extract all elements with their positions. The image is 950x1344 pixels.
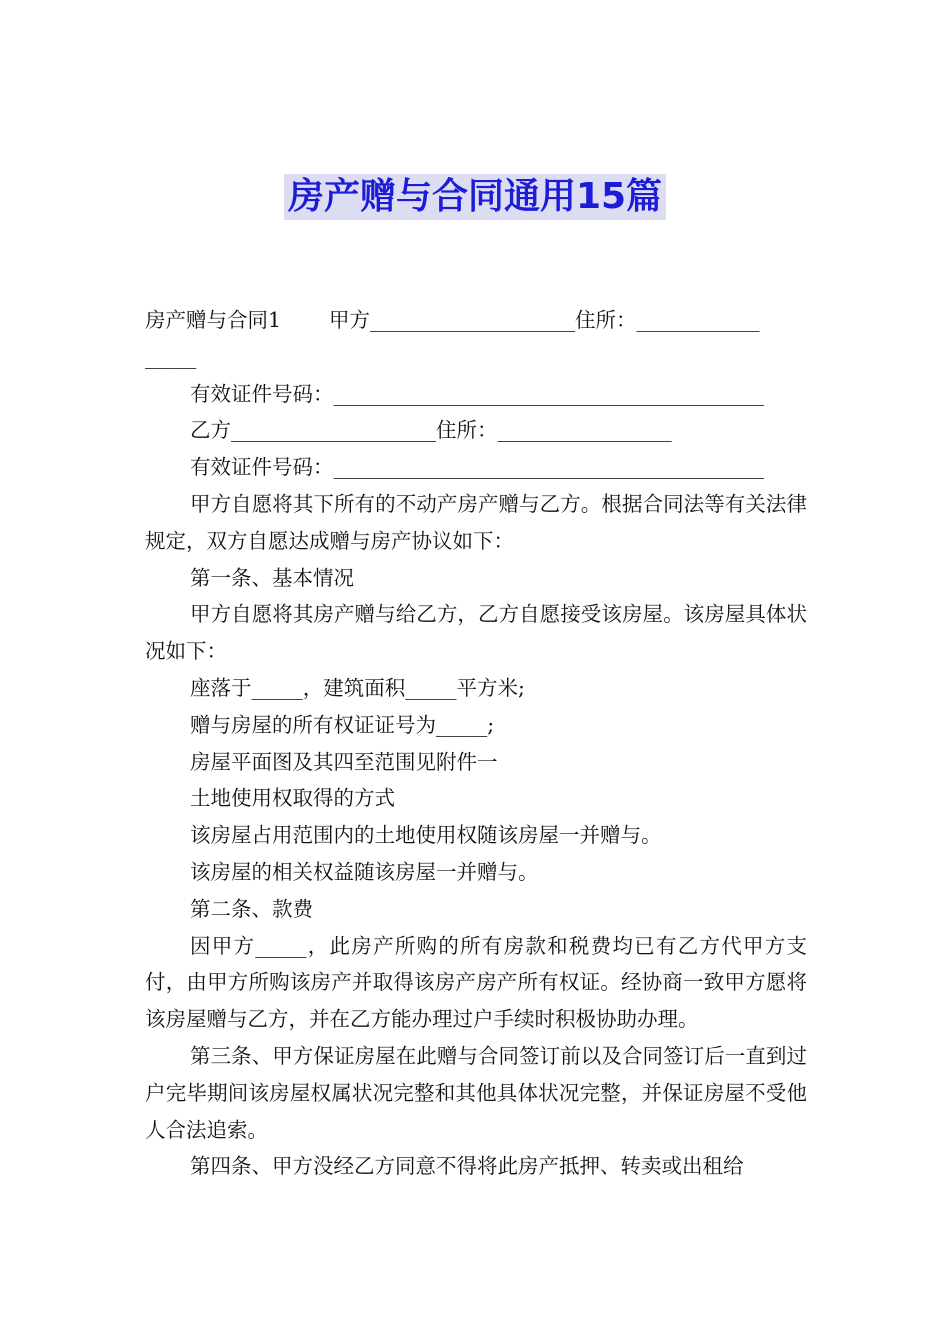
paragraph-floor-plan: 房屋平面图及其四至范围见附件一 [190, 749, 498, 774]
paragraph-article-3: 第三条、甲方保证房屋在此赠与合同签订前以及合同签订后一直到过户完毕期间该房屋权属状况完整和其他具体状况完整，并保证房屋不受他人合法追索。 [145, 1043, 807, 1142]
paragraph-rights: 该房屋的相关权益随该房屋一并赠与。 [190, 859, 539, 884]
document-title: 房产赠与合同通用15篇 [284, 174, 666, 220]
header-line [145, 302, 807, 339]
paragraph-land-use: 土地使用权取得的方式 [190, 786, 395, 811]
article-2-heading: 第二条、款费 [190, 896, 313, 921]
document-body [145, 302, 807, 1185]
paragraph-article-1: 甲方自愿将其房产赠与给乙方，乙方自愿接受该房屋。该房屋具体状况如下： [145, 602, 807, 664]
paragraph-party-b-id: 有效证件号码：__________________________________________ [190, 455, 764, 480]
title-container [0, 174, 950, 220]
article-1-heading: 第一条、基本情况 [190, 565, 354, 590]
contract-number: 房产赠与合同1 [145, 308, 282, 332]
paragraph-article-2: 因甲方_____，此房产所购的所有房款和税费均已有乙方代甲方支付，由甲方所购该房产并取得该房产房产所有权证。经协商一致甲方愿将该房屋赠与乙方，并在乙方能办理过户手续时积极协助办理。 [145, 933, 807, 1032]
party-a-line: 甲方____________________住所：____________ [329, 308, 760, 332]
paragraph-party-a-id: 有效证件号码：__________________________________________ [190, 381, 764, 406]
header-continuation: _____ [145, 344, 197, 369]
paragraph-location: 座落于_____，建筑面积_____平方米; [190, 675, 525, 700]
paragraph-party-b: 乙方____________________住所：_________________ [190, 418, 672, 443]
paragraph-land-gift: 该房屋占用范围内的土地使用权随该房屋一并赠与。 [190, 823, 662, 848]
paragraph-certificate: 赠与房屋的所有权证证号为_____; [190, 712, 495, 737]
paragraph-article-4: 第四条、甲方没经乙方同意不得将此房产抵押、转卖或出租给 [190, 1154, 744, 1179]
paragraph-intro: 甲方自愿将其下所有的不动产房产赠与乙方。根据合同法等有关法律规定，双方自愿达成赠与房产协议如下： [145, 491, 807, 553]
